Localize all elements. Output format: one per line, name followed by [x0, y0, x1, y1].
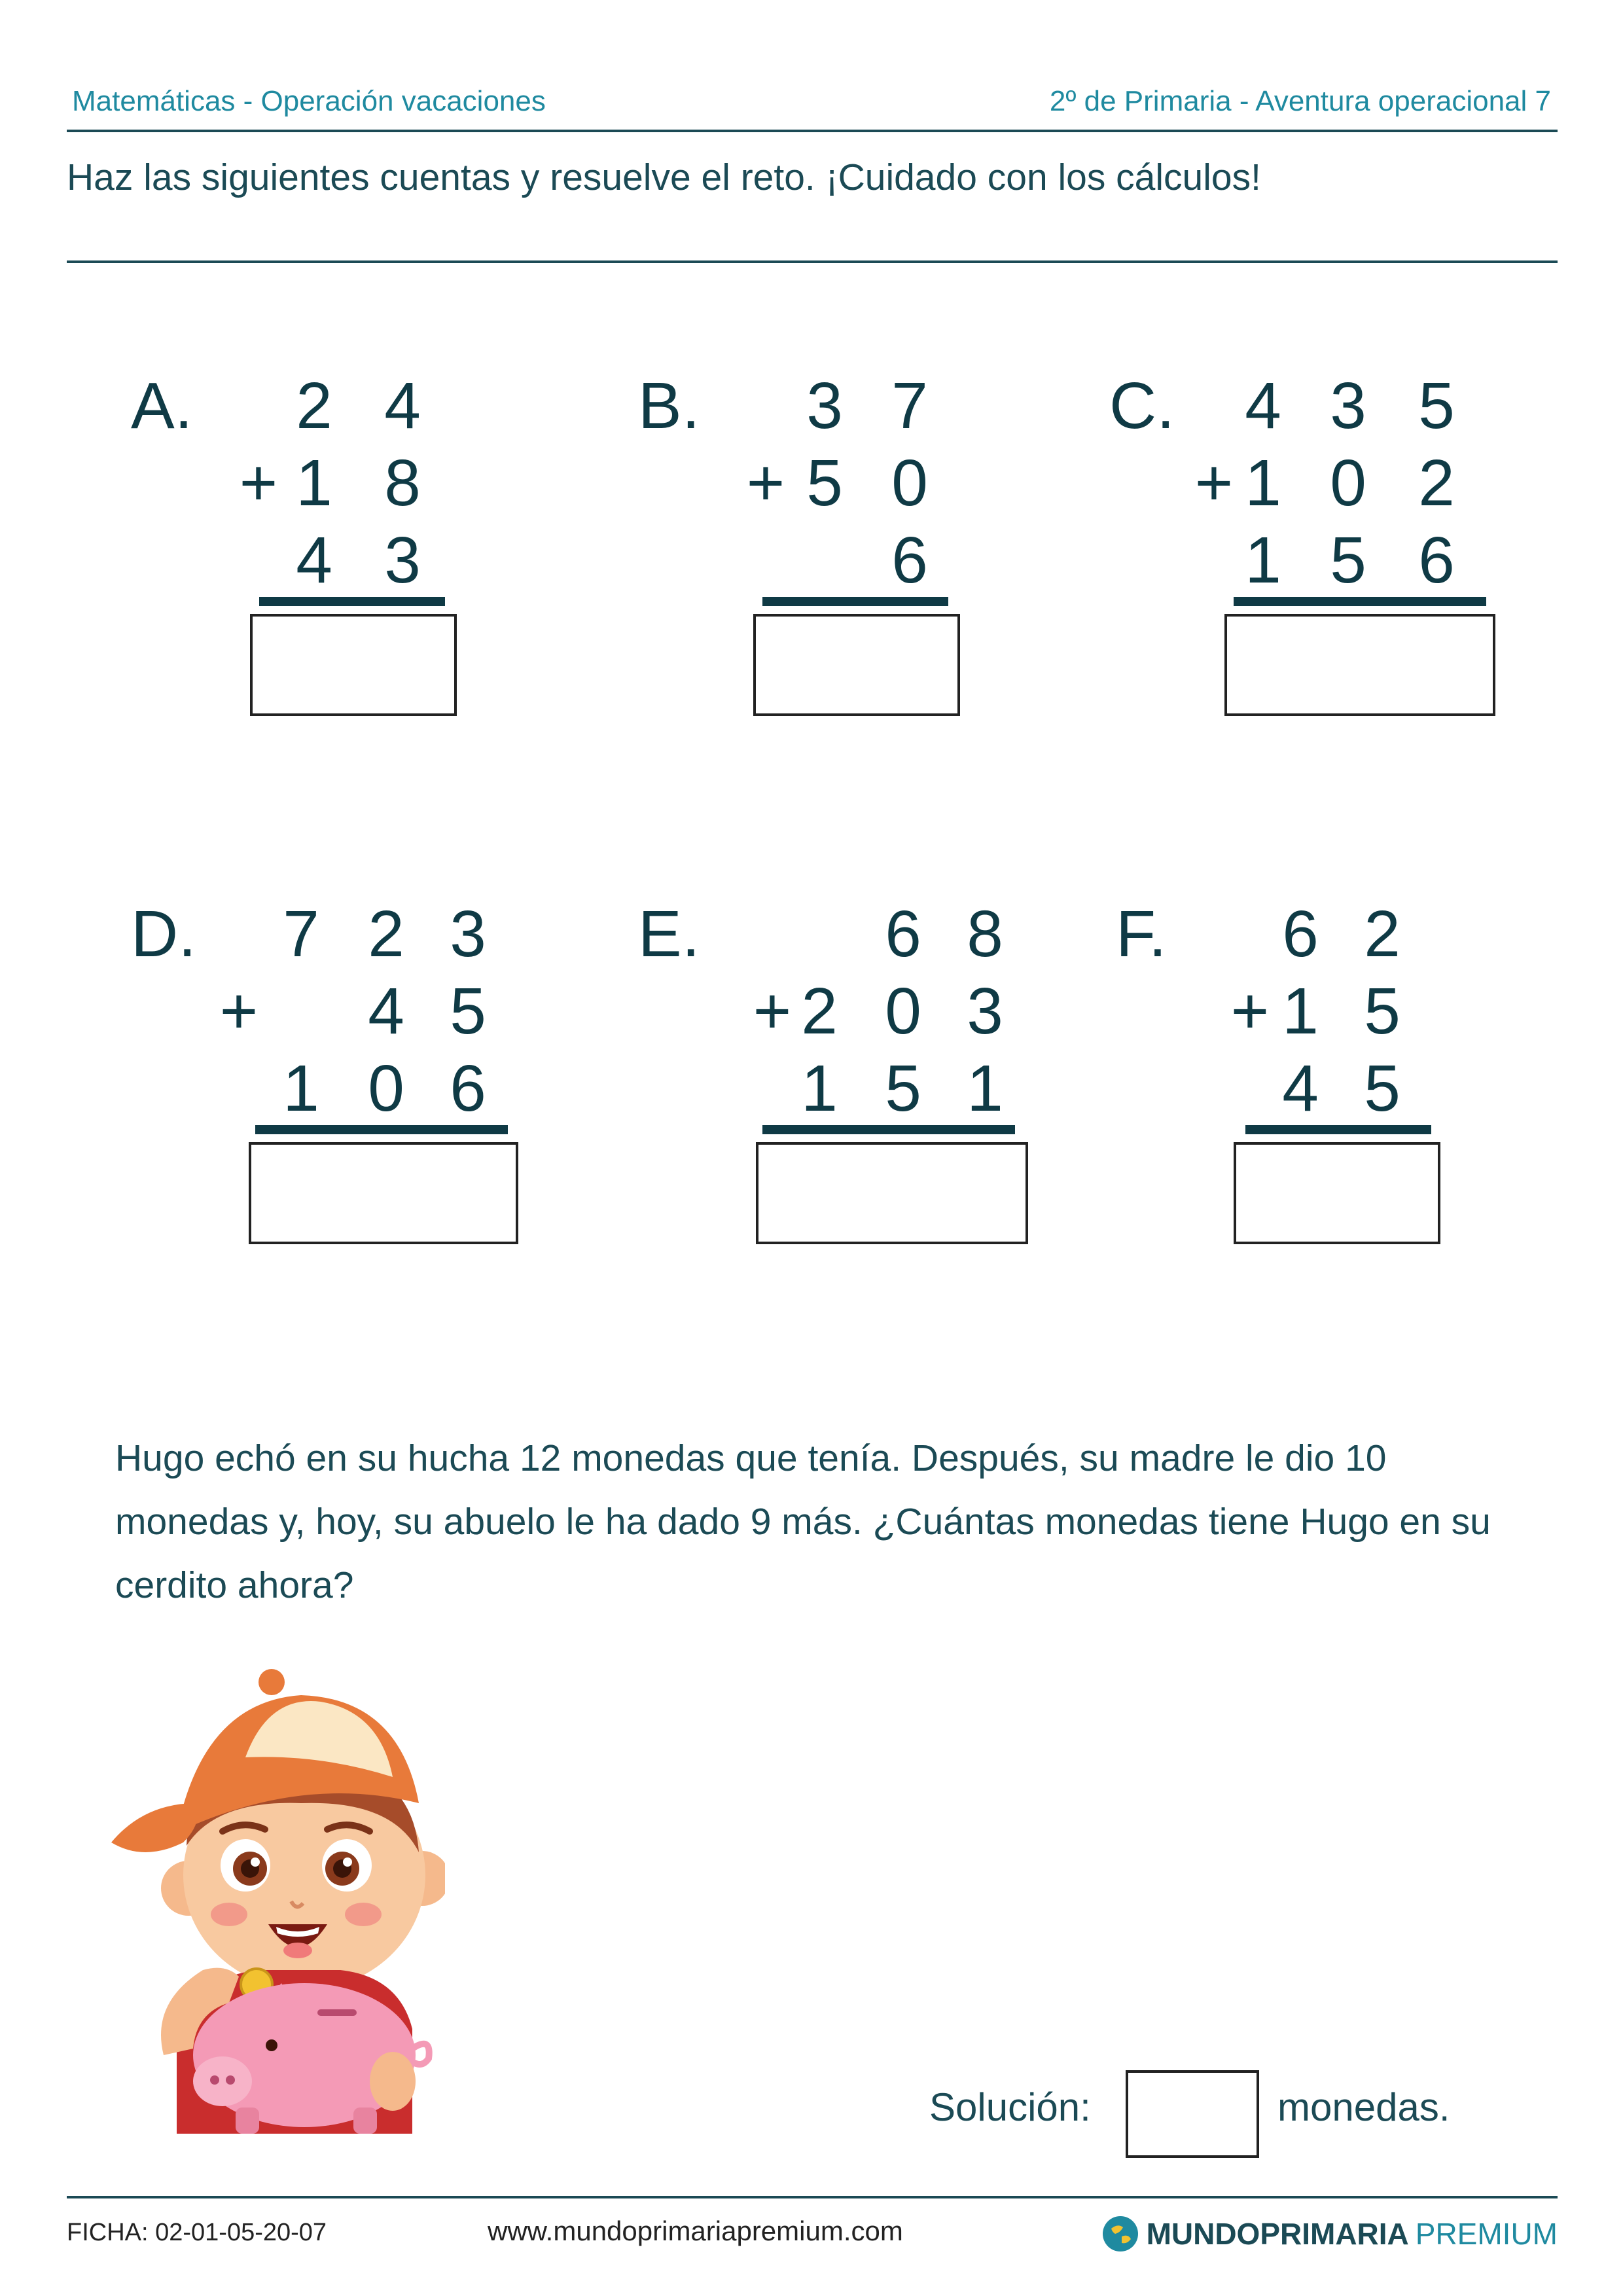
digit: 5 — [1330, 524, 1366, 597]
solution-unit: monedas. — [1277, 2085, 1450, 2129]
problem-label: E. — [638, 897, 700, 971]
problem-label: D. — [131, 897, 196, 971]
plus-sign: + — [1230, 975, 1270, 1048]
header-subject: Matemáticas - Operación vacaciones — [72, 85, 546, 117]
digit: 1 — [296, 446, 332, 520]
sum-bar — [1234, 597, 1486, 606]
plus-sign: + — [746, 446, 785, 520]
solution-label: Solución: — [929, 2085, 1091, 2129]
solution-answer-box[interactable] — [1126, 2070, 1259, 2158]
digit: 6 — [885, 897, 921, 971]
ficha-code: FICHA: 02-01-05-20-07 — [67, 2219, 327, 2246]
answer-box[interactable] — [250, 614, 457, 716]
digit: 5 — [450, 975, 486, 1048]
boy-with-piggy-bank-illustration — [105, 1662, 445, 2134]
digit: 1 — [1245, 524, 1281, 597]
instructions: Haz las siguientes cuentas y resuelve el reto. ¡Cuidado con los cálculos! — [67, 156, 1261, 198]
plus-sign: + — [753, 975, 792, 1048]
digit: 3 — [806, 369, 843, 442]
footer-divider — [67, 2196, 1558, 2198]
digit: 2 — [1364, 897, 1400, 971]
problem-c — [1109, 367, 1567, 733]
digit: 7 — [891, 369, 928, 442]
globe-icon — [1101, 2214, 1140, 2253]
digit: 3 — [384, 524, 421, 597]
sum-bar — [259, 597, 445, 606]
answer-box[interactable] — [249, 1142, 518, 1244]
problem-b — [638, 367, 1096, 733]
digit: 4 — [1282, 1052, 1319, 1125]
digit: 4 — [1245, 369, 1281, 442]
sum-bar — [762, 1125, 1015, 1134]
plus-sign: + — [219, 975, 259, 1048]
problem-e — [638, 895, 1096, 1261]
digit: 1 — [801, 1052, 838, 1125]
digit: 0 — [885, 975, 921, 1048]
digit: 0 — [1330, 446, 1366, 520]
digit: 3 — [1330, 369, 1366, 442]
digit: 1 — [967, 1052, 1003, 1125]
digit: 1 — [283, 1052, 319, 1125]
digit: 3 — [450, 897, 486, 971]
problem-label: B. — [638, 369, 700, 442]
digit: 4 — [296, 524, 332, 597]
digit: 5 — [885, 1052, 921, 1125]
problem-label: F. — [1116, 897, 1167, 971]
digit: 4 — [384, 369, 421, 442]
digit: 5 — [1364, 975, 1400, 1048]
digit: 2 — [801, 975, 838, 1048]
header-divider — [67, 130, 1558, 132]
digit: 1 — [1245, 446, 1281, 520]
digit: 5 — [806, 446, 843, 520]
sum-bar — [1245, 1125, 1431, 1134]
digit: 0 — [891, 446, 928, 520]
digit: 0 — [368, 1052, 404, 1125]
digit: 4 — [368, 975, 404, 1048]
instructions-divider — [67, 260, 1558, 263]
digit: 8 — [967, 897, 1003, 971]
answer-box[interactable] — [1234, 1142, 1440, 1244]
digit: 5 — [1364, 1052, 1400, 1125]
digit: 7 — [283, 897, 319, 971]
digit: 2 — [296, 369, 332, 442]
sum-bar — [762, 597, 948, 606]
answer-box[interactable] — [756, 1142, 1028, 1244]
digit: 5 — [1418, 369, 1455, 442]
header-grade: 2º de Primaria - Aventura operacional 7 — [1049, 85, 1551, 117]
answer-box[interactable] — [1224, 614, 1495, 716]
digit: 1 — [1282, 975, 1319, 1048]
digit: 6 — [1282, 897, 1319, 971]
plus-sign: + — [1194, 446, 1234, 520]
digit: 8 — [384, 446, 421, 520]
problem-d — [131, 895, 589, 1261]
digit: 3 — [967, 975, 1003, 1048]
plus-sign: + — [239, 446, 278, 520]
digit: 6 — [1418, 524, 1455, 597]
digit: 6 — [891, 524, 928, 597]
story-problem: Hugo echó en su hucha 12 monedas que tenía. Después, su madre le dio 10 monedas y, hoy, su abuelo le ha dado 9 más. ¿Cuántas monedas tiene Hugo en su cerdito ahora? — [115, 1437, 1491, 1606]
digit: 2 — [368, 897, 404, 971]
digit: 6 — [450, 1052, 486, 1125]
brand-name: MUNDOPRIMARIA — [1146, 2217, 1409, 2251]
website-url[interactable]: www.mundoprimariapremium.com — [488, 2215, 903, 2246]
sum-bar — [255, 1125, 508, 1134]
brand-logo — [1101, 2214, 1558, 2253]
brand-tier: PREMIUM — [1415, 2217, 1558, 2251]
problem-label: A. — [131, 369, 193, 442]
problem-label: C. — [1109, 369, 1175, 442]
answer-box[interactable] — [753, 614, 960, 716]
digit: 2 — [1418, 446, 1455, 520]
problem-a — [131, 367, 589, 733]
problem-f — [1116, 895, 1574, 1261]
